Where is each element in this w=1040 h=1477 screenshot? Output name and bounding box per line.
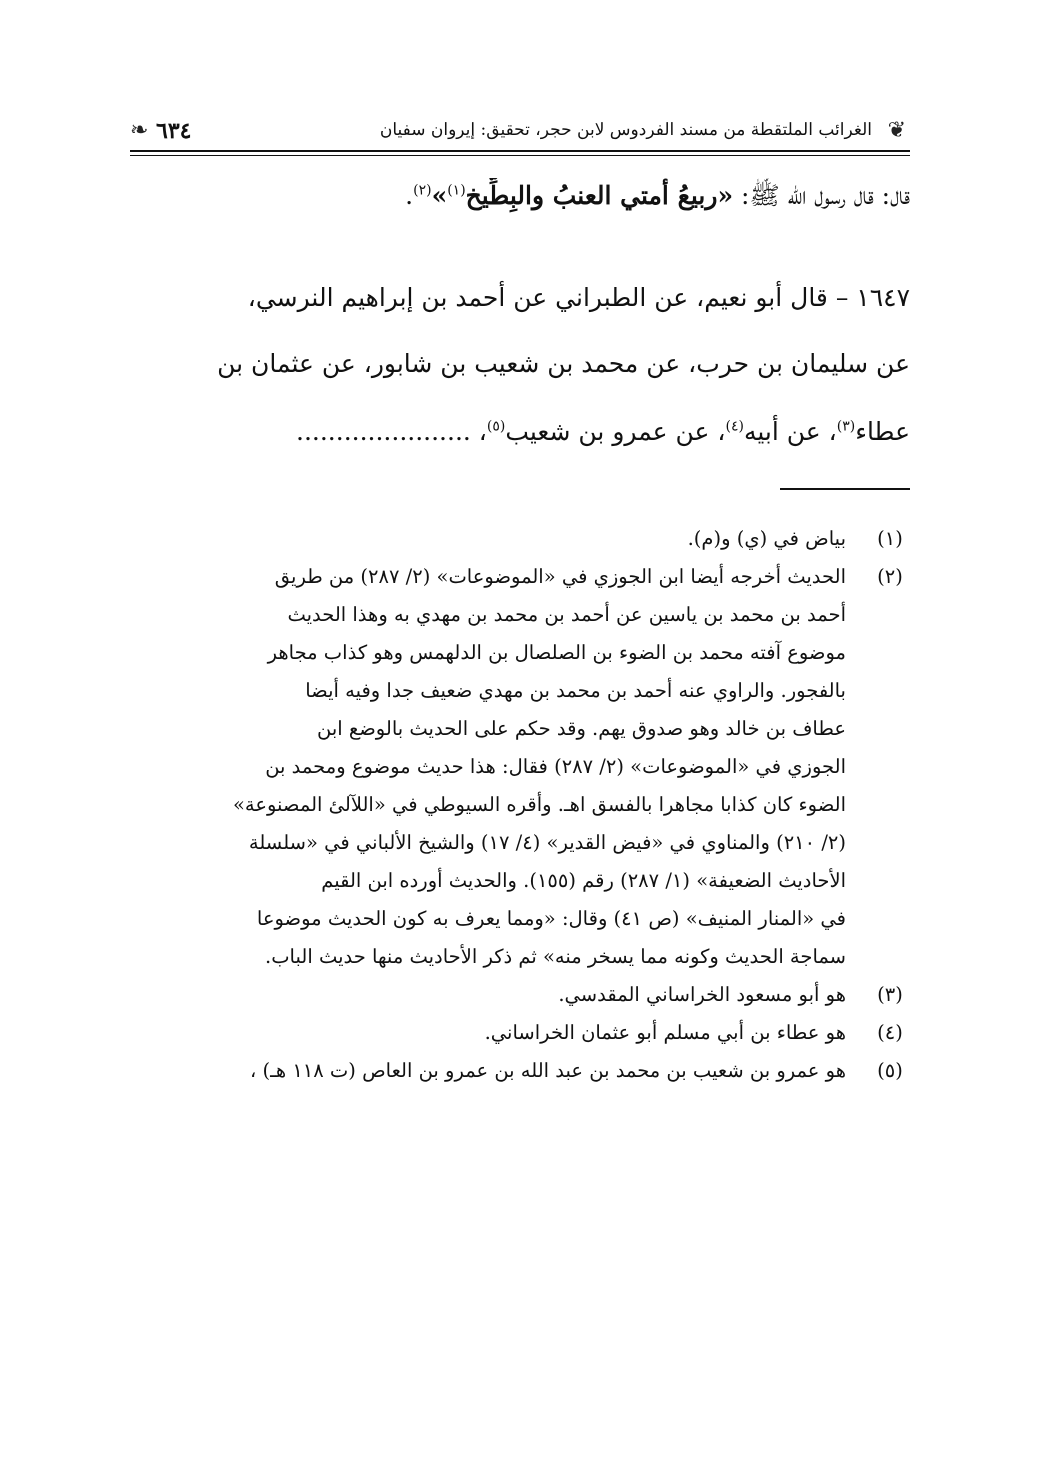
- hadith-intro-line: [130, 178, 910, 214]
- footnote-separator: [780, 488, 910, 490]
- footnote-text: [130, 976, 846, 1014]
- footnote-line: بياض في (ي) و(م).: [687, 527, 846, 550]
- footnote-3: [130, 976, 910, 1014]
- footnote-line: هو عطاء بن أبي مسلم أبو عثمان الخراساني.: [484, 1021, 846, 1044]
- footnote-number: (٢): [877, 565, 903, 588]
- entry-part-4: ، ......................: [296, 417, 487, 446]
- footnote-line: الضوء كان كذابا مجاهرا بالفسق اهـ. وأقره السيوطي في «اللآلئ المصنوعة»: [232, 793, 846, 816]
- footnote-line: بالفجور. والراوي عنه أحمد بن محمد بن مهدي ضعيف جدا وفيه أيضا: [305, 679, 846, 702]
- header-rule-thin: [130, 155, 910, 156]
- footnote-ref-3: (٣): [836, 418, 856, 435]
- footnote-line: هو أبو مسعود الخراساني المقدسي.: [558, 983, 846, 1006]
- ornament-left-icon: ❧: [130, 118, 149, 143]
- footnote-number: (٥): [877, 1059, 903, 1082]
- footnote-line: سماجة الحديث وكونه مما يسخر منه» ثم ذكر الأحاديث منها حديث الباب.: [265, 945, 846, 968]
- footnote-ref-5: (٥): [486, 418, 506, 435]
- footnote-line: أحمد بن محمد بن ياسين عن أحمد بن محمد بن مهدي به وهذا الحديث: [287, 603, 846, 626]
- entry-part-3: ، عن عمرو بن شعيب: [505, 417, 726, 446]
- footnote-line: (٢/ ٢١٠) والمناوي في «فيض القدير» (٤/ ١٧) والشيخ الألباني في «سلسلة: [248, 831, 846, 854]
- hadith-end: .: [405, 181, 414, 210]
- page-number: ٦٣٤: [156, 118, 192, 144]
- page-header: [130, 116, 910, 152]
- entry-line-1: ١٦٤٧ – قال أبو نعيم، عن الطبراني عن أحمد بن إبراهيم النرسي،: [247, 283, 910, 312]
- footnote-line: الأحاديث الضعيفة» (١/ ٢٨٧) رقم (١٥٥). والحديث أورده ابن القيم: [321, 869, 846, 892]
- hadith-close: »: [431, 181, 448, 210]
- footnote-line: موضوع آفته محمد بن الضوء بن الصلصال بن الدلهمس وهو كذاب مجاهر: [267, 641, 846, 664]
- footnote-line: عطاف بن خالد وهو صدوق يهم. وقد حكم على الحديث بالوضع ابن: [316, 717, 846, 740]
- footnote-text: [130, 1052, 846, 1090]
- footnote-line: الحديث أخرجه أيضا ابن الجوزي في «الموضوعات» (٢/ ٢٨٧) من طريق: [274, 565, 846, 588]
- footnote-line: هو عمرو بن شعيب بن محمد بن عبد الله بن عمرو بن العاص (ت ١١٨ هـ) ،: [250, 1059, 846, 1082]
- footnote-text: [130, 520, 846, 558]
- entry-part-1: عطاء: [855, 417, 910, 446]
- footnote-line: الجوزي في «الموضوعات» (٢/ ٢٨٧) فقال: هذا حديث موضوع ومحمد بن: [265, 755, 846, 778]
- footnote-5: [130, 1052, 910, 1090]
- footnote-text: [130, 558, 846, 976]
- footnote-number: (٤): [877, 1021, 903, 1044]
- footnote-number: (٣): [877, 983, 903, 1006]
- running-title: الغرائب الملتقطة من مسند الفردوس لابن حجر، تحقيق: إيروان سفيان: [379, 120, 872, 140]
- footnote-ref-2: (٢): [413, 182, 432, 199]
- footnotes: [130, 520, 910, 1090]
- ornament-right-icon: ❦: [887, 118, 906, 143]
- footnote-ref-1: (١): [447, 182, 466, 199]
- footnote-2: [130, 558, 910, 976]
- footnote-line: في «المنار المنيف» (ص ٤١) وقال: «ومما يعرف به كون الحديث موضوعا: [256, 907, 846, 930]
- footnote-text: [130, 1014, 846, 1052]
- entry-line-3: [130, 414, 910, 450]
- intro-prefix: قال: قال رسول الله ﷺ:: [733, 181, 910, 210]
- hadith-text: «ربيعُ أمتي العنبُ والبِطِّيخ: [465, 181, 734, 210]
- footnote-1: [130, 520, 910, 558]
- footnote-number: (١): [877, 527, 903, 550]
- header-rule: [130, 150, 910, 152]
- entry-part-2: ، عن أبيه: [743, 417, 837, 446]
- entry-line-2: عن سليمان بن حرب، عن محمد بن شعيب بن شابور، عن عثمان بن: [217, 349, 910, 378]
- footnote-ref-4: (٤): [725, 418, 744, 435]
- footnote-4: [130, 1014, 910, 1052]
